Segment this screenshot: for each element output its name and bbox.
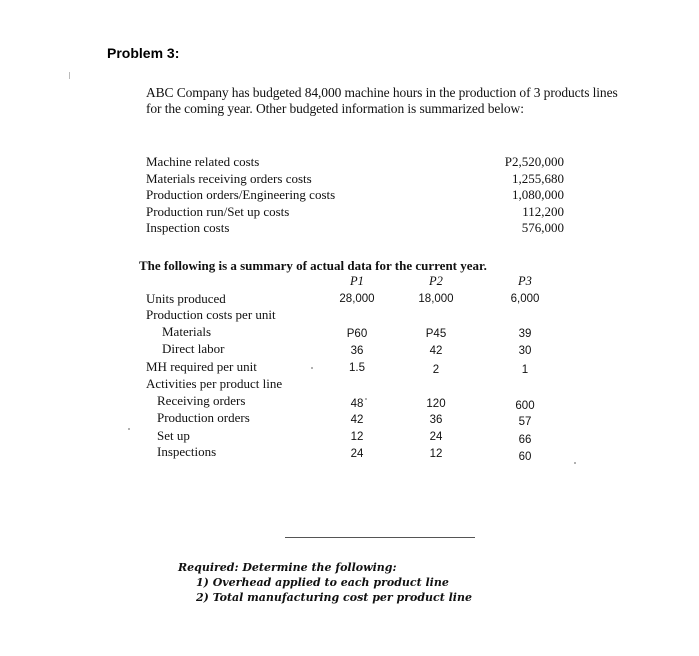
- column-header-p3: P3: [518, 274, 532, 288]
- cost-row: [146, 204, 564, 221]
- value-cell: 66: [518, 434, 532, 446]
- problem-title: Problem 3:: [107, 45, 180, 61]
- row-label-receiving-orders: Receiving orders: [157, 393, 246, 408]
- value-cell: 42: [350, 414, 364, 426]
- value-cell: 48: [350, 398, 364, 410]
- value-cell: 36: [350, 345, 364, 357]
- value-cell: 57: [518, 416, 532, 428]
- value-cell: 2: [432, 364, 440, 376]
- column-header-p1: P1: [350, 274, 364, 288]
- value-cell: 1: [521, 364, 529, 376]
- value-cell: 28,000: [339, 293, 375, 305]
- cost-amount: P2,520,000: [504, 154, 564, 169]
- cost-amount: 576,000: [521, 220, 564, 235]
- value-cell: 600: [515, 400, 535, 412]
- budgeted-costs-list: [146, 154, 564, 237]
- value-cell: 12: [429, 448, 443, 460]
- cost-amount: 1,080,000: [512, 187, 564, 202]
- scan-speck: [365, 398, 367, 400]
- cost-row: [146, 220, 564, 237]
- row-label-units-produced: Units produced: [146, 291, 226, 306]
- cost-row: [146, 171, 564, 188]
- divider-line: [285, 537, 475, 538]
- cost-label: Production orders/Engineering costs: [146, 187, 336, 202]
- section-label-activities: Activities per product line: [146, 376, 283, 391]
- value-cell: 30: [518, 345, 532, 357]
- scan-speck: [311, 367, 313, 369]
- required-heading: Required: Determine the following:: [178, 561, 397, 574]
- value-cell: P45: [425, 328, 447, 340]
- value-cell: 36: [429, 414, 443, 426]
- value-cell: 12: [350, 431, 364, 443]
- summary-intro: The following is a summary of actual data for the current year.: [139, 258, 487, 273]
- row-label-production-orders: Production orders: [157, 410, 250, 425]
- value-cell: 24: [429, 431, 443, 443]
- cost-row: [146, 154, 564, 171]
- cost-label: Production run/Set up costs: [146, 203, 290, 219]
- value-cell: 18,000: [418, 293, 454, 305]
- scan-speck: [128, 428, 130, 430]
- cost-amount: 112,200: [522, 203, 564, 219]
- row-label-set-up: Set up: [157, 428, 190, 443]
- value-cell: P60: [346, 328, 368, 340]
- margin-mark: [69, 72, 70, 79]
- section-label-production-costs: Production costs per unit: [146, 307, 276, 322]
- row-label-materials: Materials: [162, 324, 212, 339]
- intro-paragraph: ABC Company has budgeted 84,000 machine hours in the production of 3 products lines for the coming year. Other budgeted information is summarized below:: [146, 85, 618, 116]
- scan-speck: [574, 462, 576, 464]
- value-cell: 1.5: [349, 362, 365, 374]
- required-item: 2) Total manufacturing cost per product line: [196, 591, 472, 604]
- row-label-direct-labor: Direct labor: [162, 341, 225, 356]
- required-item: 1) Overhead applied to each product line: [196, 576, 449, 589]
- value-cell: 39: [518, 328, 532, 340]
- cost-label: Inspection costs: [146, 220, 230, 235]
- cost-amount: 1,255,680: [512, 170, 564, 186]
- cost-label: Materials receiving orders costs: [146, 170, 312, 186]
- row-label-mh-required: MH required per unit: [146, 359, 257, 374]
- value-cell: 42: [429, 345, 443, 357]
- value-cell: 60: [518, 451, 532, 463]
- cost-label: Machine related costs: [146, 154, 260, 169]
- value-cell: 24: [350, 448, 364, 460]
- value-cell: 120: [426, 398, 446, 410]
- value-cell: 6,000: [510, 293, 540, 305]
- row-label-inspections: Inspections: [157, 444, 217, 459]
- cost-row: [146, 187, 564, 204]
- required-section: [178, 560, 472, 605]
- column-header-p2: P2: [429, 274, 443, 288]
